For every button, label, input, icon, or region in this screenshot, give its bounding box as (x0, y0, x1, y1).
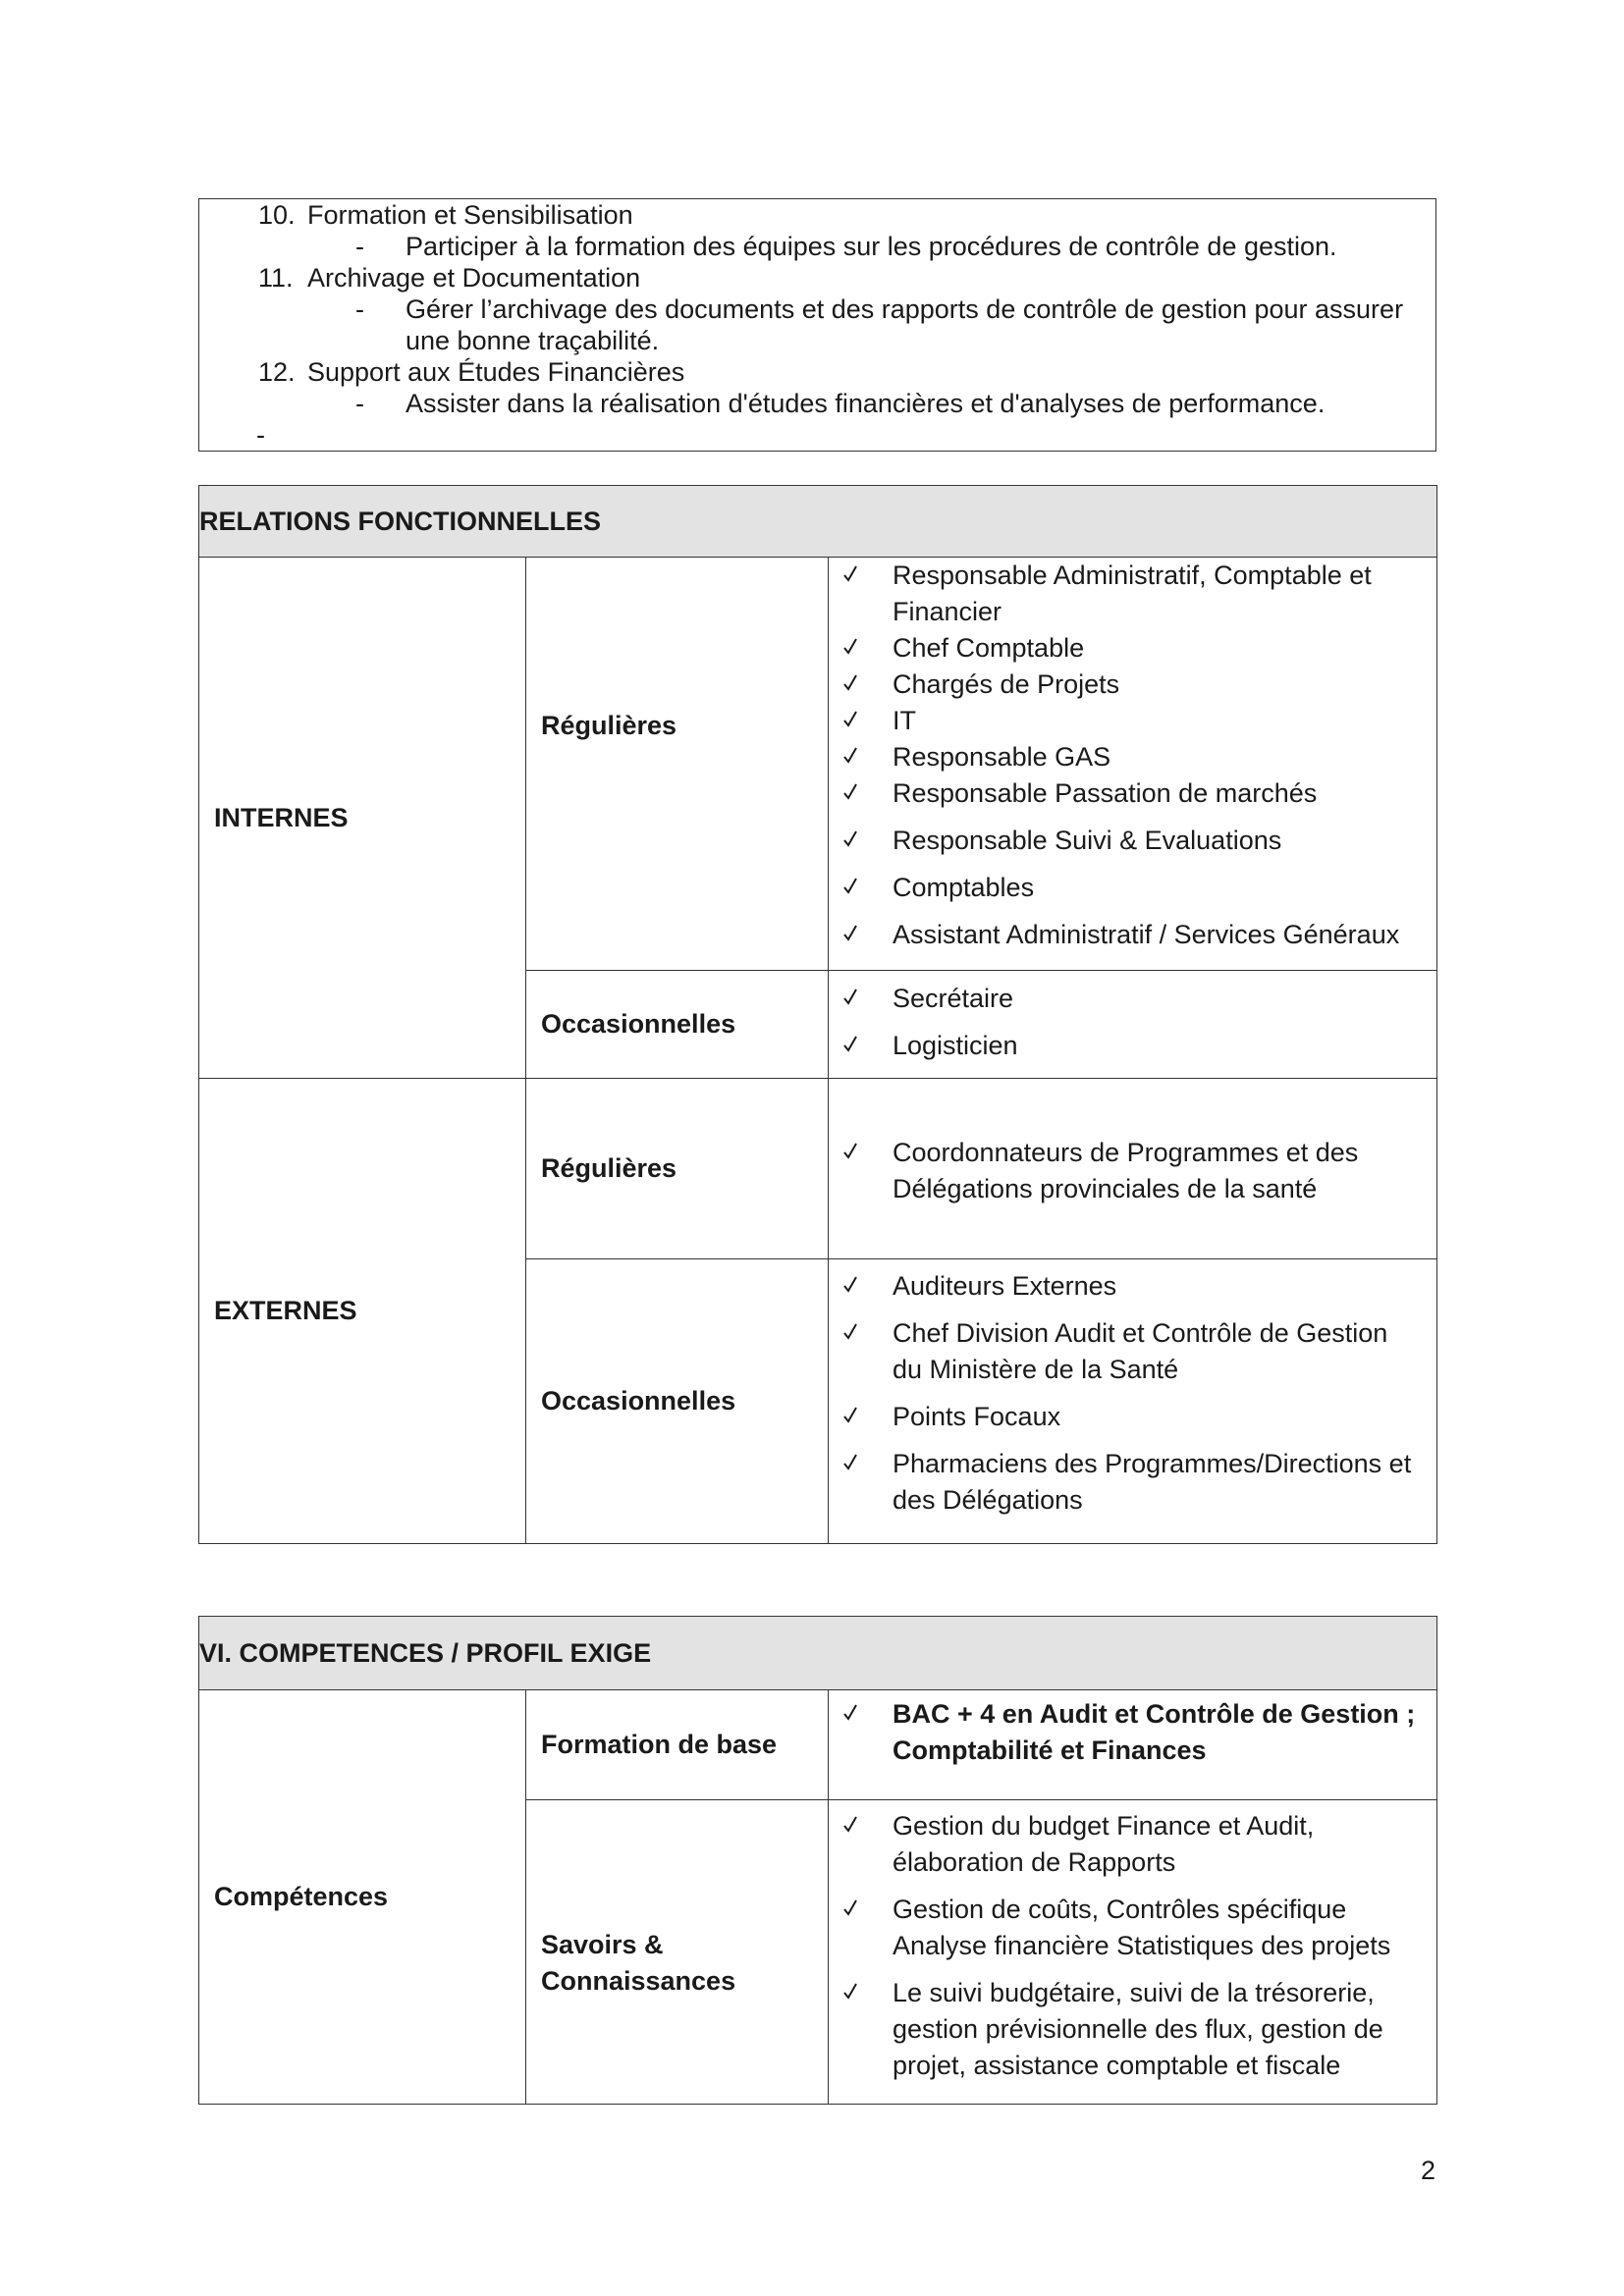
check-list-item (829, 558, 1436, 630)
check-list-text: Comptables (893, 873, 1035, 902)
check-list-text: Gestion du budget Finance et Audit, élaboration de Rapports (893, 1811, 1315, 1877)
check-list-text: Responsable Administratif, Comptable et Financier (893, 561, 1372, 626)
check-list-text: Chargés de Projets (893, 669, 1120, 699)
formation-label: Formation de base (526, 1690, 829, 1800)
check-list-item (829, 1696, 1436, 1769)
checkmark-icon (843, 1702, 857, 1724)
checkmark-icon (843, 987, 857, 1008)
checkmark-icon (843, 1405, 857, 1426)
checkmark-icon (843, 672, 857, 694)
checkmark-icon (843, 781, 857, 803)
check-list-item (829, 1975, 1436, 2084)
relations-table (198, 485, 1437, 1544)
check-list-text: Assistant Administratif / Services Généraux (893, 920, 1400, 949)
check-list-text: Coordonnateurs de Programmes et des Délégations provinciales de la santé (893, 1138, 1359, 1203)
externes-regulieres-label: Régulières (526, 1079, 829, 1259)
internes-regulieres-cell (829, 558, 1437, 971)
checkmark-icon (843, 1274, 857, 1296)
checkmark-icon (843, 1321, 857, 1343)
checkmark-icon (843, 1141, 857, 1162)
check-list-text: Pharmaciens des Programmes/Directions et des Délégations (893, 1449, 1412, 1515)
check-list-item (829, 981, 1436, 1017)
check-list-item (829, 917, 1436, 953)
checkmark-icon (843, 828, 857, 850)
check-list-item (829, 1135, 1436, 1207)
check-list-text: Chef Comptable (893, 633, 1085, 663)
check-list-item (829, 1028, 1436, 1064)
externes-occasionnelles-cell (829, 1259, 1437, 1544)
competences-table (198, 1616, 1437, 2105)
checkmark-icon (843, 923, 857, 944)
internes-regulieres-list (829, 558, 1436, 953)
check-list-item (829, 1808, 1436, 1881)
savoirs-cell (829, 1800, 1437, 2105)
check-list-text: Responsable Suivi & Evaluations (893, 826, 1282, 855)
internes-label: INTERNES (199, 558, 526, 1079)
check-list-item (829, 1446, 1436, 1519)
checkmark-icon (843, 1034, 857, 1055)
externes-occasionnelles-label: Occasionnelles (526, 1259, 829, 1544)
check-list-text: BAC + 4 en Audit et Contrôle de Gestion ; Comptabilité et Finances (893, 1699, 1416, 1765)
checkmark-icon (843, 876, 857, 897)
check-list-item (829, 630, 1436, 667)
competences-label: Compétences (199, 1690, 526, 2105)
check-list-item (829, 1268, 1436, 1305)
check-list-item (829, 667, 1436, 703)
externes-regulieres-cell (829, 1079, 1437, 1259)
checkmark-icon (843, 709, 857, 730)
relations-header: RELATIONS FONCTIONNELLES (199, 486, 1437, 558)
check-list-text: Gestion de coûts, Contrôles spécifique Analyse financière Statistiques des projets (893, 1895, 1391, 1960)
competences-header: VI. COMPETENCES / PROFIL EXIGE (199, 1617, 1437, 1690)
checkmark-icon (843, 1981, 857, 2002)
externes-regulieres-list (829, 1135, 1436, 1207)
check-list-text: Secrétaire (893, 984, 1014, 1013)
check-list-item (829, 823, 1436, 859)
internes-occasionnelles-cell (829, 971, 1437, 1079)
savoirs-list (829, 1808, 1436, 2084)
externes-label: EXTERNES (199, 1079, 526, 1544)
checkmark-icon (843, 1452, 857, 1473)
check-list-item (829, 703, 1436, 739)
check-list-item (829, 739, 1436, 775)
check-list-item (829, 1315, 1436, 1388)
internes-occasionnelles-list (829, 981, 1436, 1064)
internes-regulieres-label: Régulières (526, 558, 829, 971)
check-list-text: Le suivi budgétaire, suivi de la trésorerie, gestion prévisionnelle des flux, gestion de projet, assistance comptable et fiscale (893, 1978, 1383, 2080)
check-list-text: Responsable Passation de marchés (893, 778, 1318, 808)
savoirs-label: Savoirs & Connaissances (526, 1800, 829, 2105)
formation-list (829, 1696, 1436, 1769)
checkmark-icon (843, 563, 857, 585)
checkmark-icon (843, 1814, 857, 1836)
check-list-text: Chef Division Audit et Contrôle de Gestion du Ministère de la Santé (893, 1318, 1388, 1384)
check-list-item (829, 870, 1436, 906)
page-number: 2 (1421, 2156, 1436, 2185)
check-list-text: Auditeurs Externes (893, 1271, 1117, 1301)
check-list-text: Responsable GAS (893, 742, 1111, 772)
externes-occasionnelles-list (829, 1268, 1436, 1519)
checkmark-icon (843, 1897, 857, 1919)
training-archive-support-box: 10. Formation et Sensibilisation - Participer à la formation des équipes sur les procédures de contrôle de gestion. 11. Archivage et Documentation - Gérer l’archivage des documents et des rapports de contrôle de gestion pour assurer une bonne traçabilité. 12. Support aux Études Financières - Assister dans la réalisation d'études financières et d'analyses de performance. - (198, 198, 1436, 452)
internes-occasionnelles-label: Occasionnelles (526, 971, 829, 1079)
check-list-text: IT (893, 706, 916, 735)
formation-cell (829, 1690, 1437, 1800)
check-list-item (829, 1399, 1436, 1435)
checkmark-icon (843, 745, 857, 767)
checkmark-icon (843, 636, 857, 658)
check-list-item (829, 1892, 1436, 1964)
check-list-item (829, 775, 1436, 812)
check-list-text: Logisticien (893, 1031, 1018, 1060)
check-list-text: Points Focaux (893, 1402, 1061, 1431)
